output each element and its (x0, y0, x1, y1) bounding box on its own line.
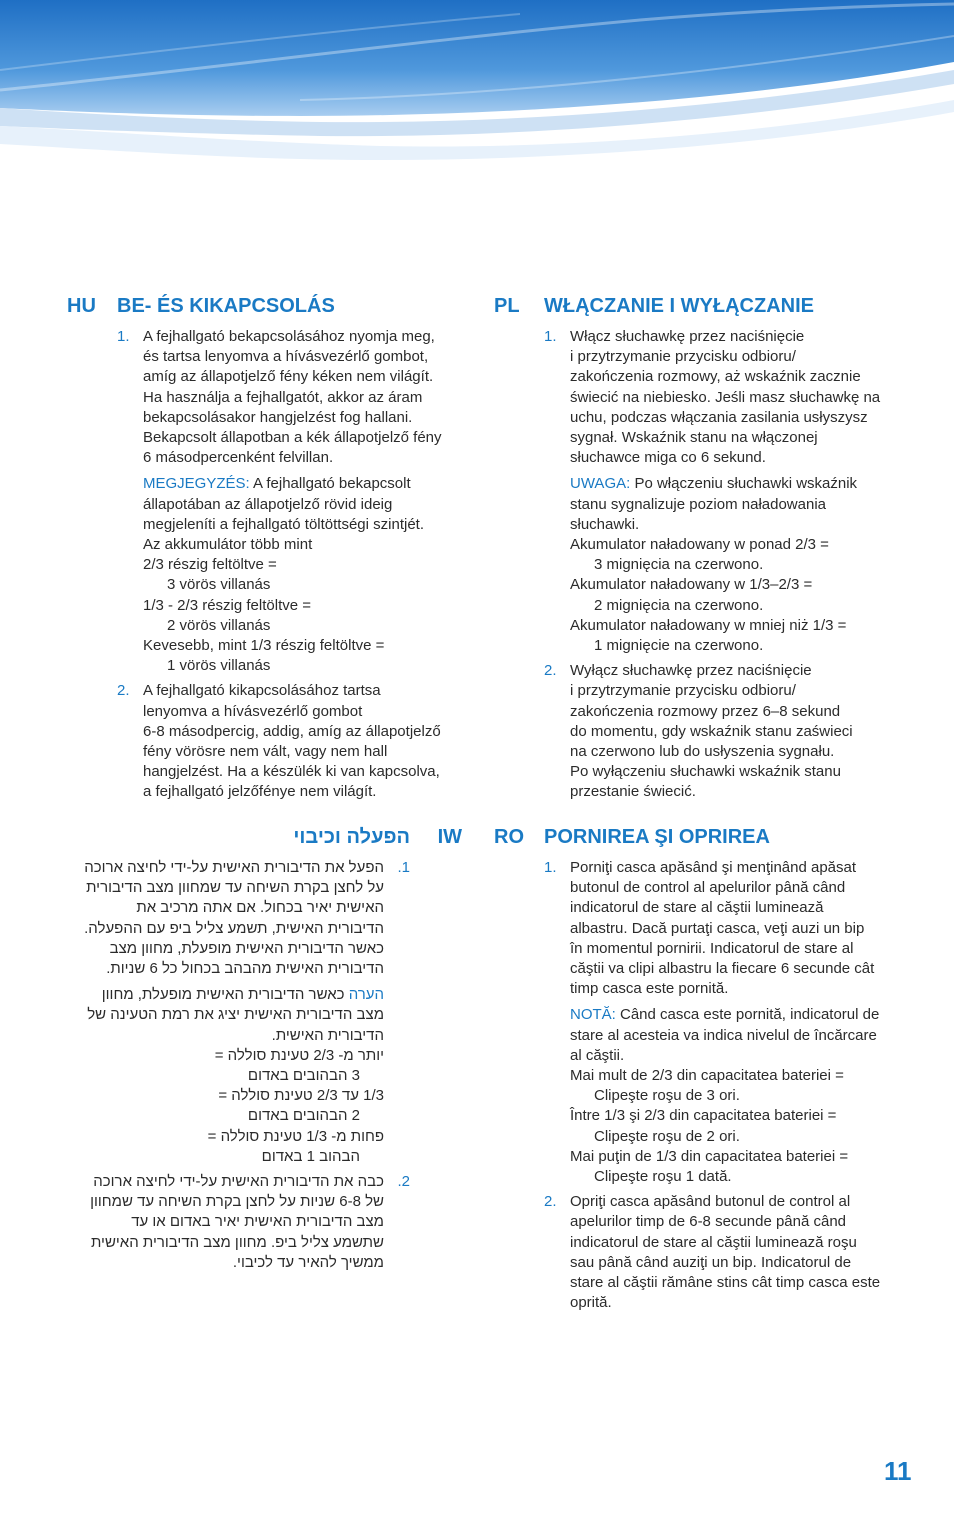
item-number: 1. (544, 859, 557, 876)
level-label: Kevesebb, mint 1/3 részig feltöltve = (143, 637, 385, 655)
note-first-line (570, 1005, 900, 1025)
text-line: מצב הדיבורית האישית יציג את רמת הטעינה של (87, 1006, 384, 1024)
text-line: הפעל את הדיבורית האישית על-ידי לחיצה ארוכה (84, 859, 384, 876)
text-line: lenyomva a hívásvezérlő gombot (143, 702, 363, 720)
level-label: פחות מ- 1/3 טעינת סוללה = (207, 1127, 384, 1145)
page-number: 11 (884, 1456, 912, 1486)
note-first-line (65, 985, 384, 1005)
section-body (65, 858, 410, 1273)
list-item (117, 681, 462, 802)
text-line: căştii va clipi albastru la fiecare 6 secunde cât (570, 960, 875, 978)
text-line: sau până când auziţi un bip. Indicatorul de (570, 1253, 852, 1271)
text-line: przestanie świecić. (570, 783, 696, 801)
text-line: מצב הדיבורית האישית יאיר באדום או עד (131, 1213, 384, 1231)
note-label: הערה (348, 986, 384, 1004)
text-line: הדיבורית האישית, תשמע צליל ביפ עם ההפעלה. (84, 919, 384, 937)
text-line: stare al acesteia va indica nivelul de încărcare (570, 1026, 877, 1044)
item-number: 1. (544, 328, 557, 345)
note-first-line (570, 474, 894, 494)
text-line: על לחצן בקרת השיחה עד שמחוון מצב הדיבורית (86, 879, 384, 897)
text-line: הדיבורית האישית מהבהב בכחול כל 6 שניות. (106, 960, 384, 978)
text-line: שתשמע צליל ביפ. מחוון מצב הדיבורית האישית (90, 1233, 384, 1251)
text-line: sygnał. Wskaźnik stanu na włączonej (570, 429, 818, 447)
level-label: Mai puţin de 1/3 din capacitatea bateriei = (570, 1147, 849, 1165)
note-first-line (143, 474, 462, 494)
text-line: apelurilor timp de 6-8 secunde până când (570, 1213, 847, 1231)
text-line: állapotában az állapotjelző rövid ideig (143, 495, 393, 513)
level-label: Akumulator naładowany w ponad 2/3 = (570, 536, 829, 554)
header-wave-banner (0, 0, 954, 160)
text-line: amíg az állapotjelző fény kéken nem világít. (143, 368, 434, 386)
text-line: stare al căştii rămâne stins cât timp casca este (570, 1274, 881, 1292)
text-line: do momentu, gdy wskaźnik stanu zaświeci (570, 722, 853, 740)
language-code: HU (67, 295, 96, 317)
text-line: fény vörösre nem vált, vagy nem hall (143, 743, 388, 761)
level-result: 1 vörös villanás (167, 657, 271, 675)
language-code: RO (494, 826, 524, 848)
item-number: .2 (397, 1173, 410, 1191)
level-label: Mai mult de 2/3 din capacitatea bateriei = (570, 1067, 844, 1085)
text-line: bekapcsolásakor hangjelzést fog hallani. (143, 408, 413, 426)
level-result: 3 vörös villanás (167, 576, 271, 594)
level-result: Clipeşte roşu de 3 ori. (594, 1087, 740, 1105)
note-label: NOTĂ: (570, 1006, 616, 1024)
level-label: 2/3 részig feltöltve = (143, 556, 277, 574)
note-text: כאשר הדיבורית האישית מופעלת, מחוון (101, 986, 349, 1004)
level-label: יותר מ- 2/3 טעינת סוללה = (214, 1046, 384, 1064)
text-line: Wyłącz słuchawkę przez naciśnięcie (570, 662, 812, 680)
text-line: Po wyłączeniu słuchawki wskaźnik stanu (570, 763, 841, 781)
level-result: 2 הבהובים באדום (247, 1107, 360, 1125)
text-line: stanu sygnalizuje poziom naładowania (570, 495, 826, 513)
list-item (544, 1192, 900, 1313)
section-body (544, 858, 900, 1313)
text-line: timp casca este pornită. (570, 980, 729, 998)
text-line: în momentul pornirii. Indicatorul de stare al (570, 939, 854, 957)
note-label: MEGJEGYZÉS: (143, 475, 250, 493)
note-label: UWAGA: (570, 475, 631, 493)
note-text: Po włączeniu słuchawki wskaźnik (630, 475, 858, 493)
level-result: הבהוב 1 באדום (261, 1147, 360, 1165)
note-block (143, 474, 462, 676)
list-item (65, 858, 410, 1167)
text-line: albastru. Dacă purtaţi casca, veţi auzi un bip (570, 919, 865, 937)
text-line: indicatorul de stare al căştii luminează roşu (570, 1233, 857, 1251)
level-result: 1 mignięcie na czerwono. (594, 637, 764, 655)
text-line: A fejhallgató bekapcsolásához nyomja meg, (143, 328, 435, 345)
text-line: zakończenia rozmowy, aż wskaźnik zacznie (570, 368, 861, 386)
level-label: 1/3 עד 2/3 טעינת סוללה = (218, 1087, 384, 1105)
text-line: al căştii. (570, 1046, 625, 1064)
note-block (570, 1005, 900, 1187)
level-result: 3 mignięcia na czerwono. (594, 556, 764, 574)
text-line: i przytrzymanie przycisku odbioru/ (570, 682, 796, 700)
note-text: A fejhallgató bekapcsolt (249, 475, 411, 493)
section-title: הפעלה וכיבוי (293, 826, 410, 848)
level-result: 2 mignięcia na czerwono. (594, 596, 764, 614)
list-item (544, 858, 900, 1187)
text-line: Ha használja a fejhallgatót, akkor az áram (143, 388, 423, 406)
section-body (117, 327, 462, 803)
list-item (544, 327, 894, 656)
text-line: indicatorul de stare al căştii luminează (570, 899, 824, 917)
text-line: és tartsa lenyomva a hívásvezérlő gombot, (143, 348, 429, 366)
level-result: Clipeşte roşu de 2 ori. (594, 1127, 740, 1145)
text-line: כאשר הדיבורית האישית מופעלת, מחוון מצב (109, 939, 384, 957)
item-number: 2. (544, 662, 557, 680)
section-body (544, 327, 894, 803)
level-label: Între 1/3 şi 2/3 din capacitatea bateriei = (570, 1107, 837, 1125)
section-title: WŁĄCZANIE I WYŁĄCZANIE (544, 295, 814, 317)
level-label: Akumulator naładowany w 1/3–2/3 = (570, 576, 813, 594)
text-line: Bekapcsolt állapotban a kék állapotjelző fény (143, 429, 442, 447)
item-number: 1. (117, 328, 130, 345)
text-line: Opriţi casca apăsând butonul de control al (570, 1193, 851, 1211)
note-block (65, 985, 384, 1167)
text-line: הדיבורית האישית. (271, 1026, 384, 1044)
text-line: האישית יאיר בכחול. אם אתה מרכיב את (136, 899, 384, 917)
level-label: Akumulator naładowany w mniej niż 1/3 = (570, 616, 847, 634)
language-code: IW (437, 826, 462, 848)
note-block (570, 474, 894, 656)
text-line: Az akkumulátor több mint (143, 536, 313, 554)
text-line: 6 másodpercenként felvillan. (143, 449, 334, 467)
list-item (65, 1172, 410, 1273)
item-number: 2. (117, 682, 130, 700)
text-line: של 6-8 שניות על לחצן בקרת השיחה עד שמחוון (90, 1193, 384, 1211)
note-text: Când casca este pornită, indicatorul de (615, 1006, 880, 1024)
text-line: Włącz słuchawkę przez naciśnięcie (570, 328, 805, 345)
text-line: i przytrzymanie przycisku odbioru/ (570, 348, 796, 366)
level-result: Clipeşte roşu 1 dată. (594, 1168, 732, 1186)
text-line: כבה את הדיבורית האישית על-ידי לחיצה ארוכה (93, 1173, 384, 1191)
list-item (544, 661, 894, 802)
text-line: megjeleníti a fejhallgató töltöttségi szintjét. (143, 515, 424, 533)
text-line: słuchawce miga co 6 sekund. (570, 449, 766, 467)
section-title: BE- ÉS KIKAPCSOLÁS (117, 295, 335, 317)
text-line: na czerwono lub do usłyszenia sygnału. (570, 743, 835, 761)
text-line: 6-8 másodpercig, addig, amíg az állapotjelző (143, 722, 441, 740)
text-line: słuchawki. (570, 515, 640, 533)
text-line: ממשיך להאיר עד לכיבוי. (232, 1253, 384, 1271)
text-line: zakończenia rozmowy przez 6–8 sekund (570, 702, 841, 720)
text-line: uchu, podczas włączania zasilania usłyszysz (570, 408, 868, 426)
item-number: .1 (397, 859, 410, 876)
list-item (117, 327, 462, 676)
text-line: Porniţi casca apăsând şi menţinând apăsat (570, 859, 857, 876)
text-line: a fejhallgató jelzőfénye nem világít. (143, 783, 377, 801)
section-title: PORNIREA ŞI OPRIREA (544, 826, 770, 848)
language-code: PL (494, 295, 520, 317)
text-line: oprită. (570, 1294, 612, 1312)
item-number: 2. (544, 1193, 557, 1211)
level-result: 2 vörös villanás (167, 616, 271, 634)
text-line: butonul de control al apelurilor până când (570, 879, 846, 897)
level-label: 1/3 - 2/3 részig feltöltve = (143, 596, 312, 614)
text-line: świecić na niebiesko. Jeśli masz słuchawkę na (570, 388, 881, 406)
level-result: 3 הבהובים באדום (247, 1067, 360, 1085)
text-line: hangjelzést. Ha a készülék ki van kapcsolva, (143, 763, 440, 781)
text-line: A fejhallgató kikapcsolásához tartsa (143, 682, 381, 700)
